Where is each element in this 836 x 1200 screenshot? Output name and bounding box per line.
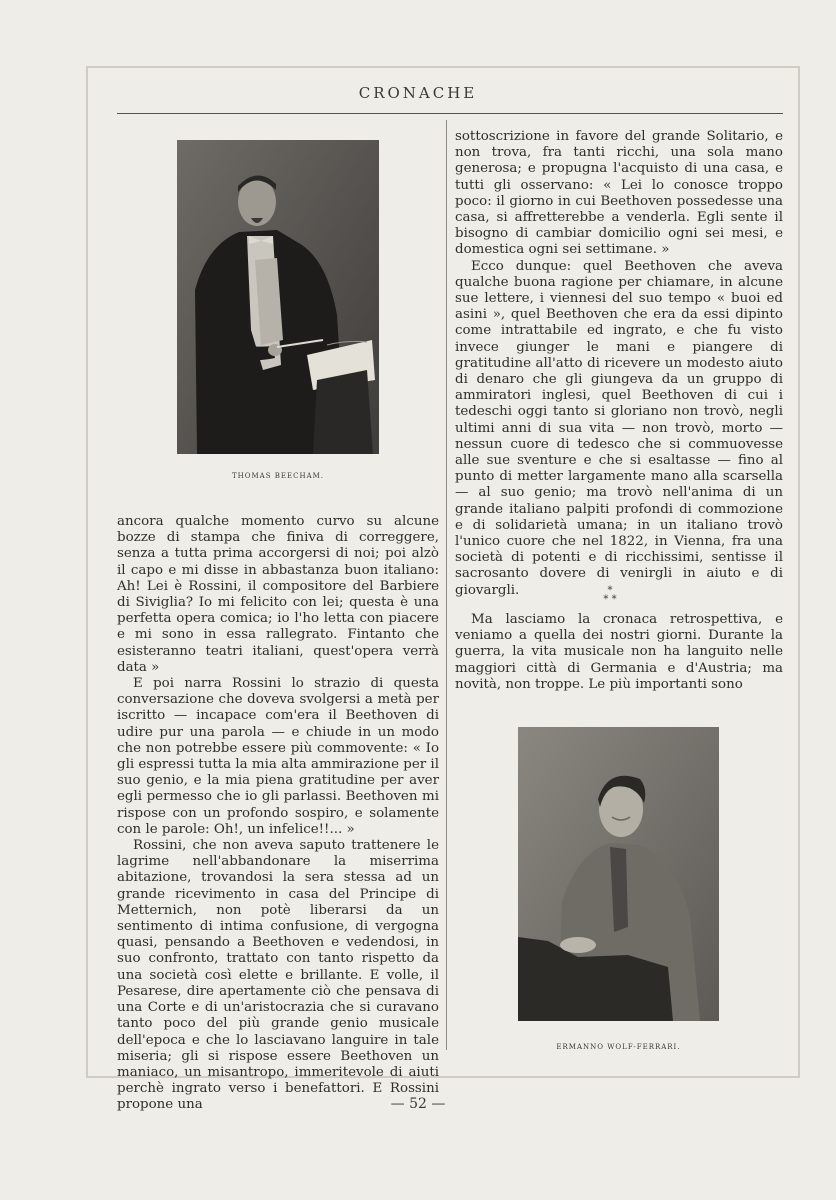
right-paragraph-2: Ecco dunque: quel Beethoven che aveva qualche buona ragione per chiamare, in alcune sue lettere, i viennesi del suo tempo « buoi ed asini », quel Beethoven che era da essi dipinto come intrattabile ed ingrato, e che fu visto invece giunger le mani e piangere di gratitudine all'atto di ricevere un modesto aiuto di denaro che gli giungeva da un gruppo di ammiratori inglesi, quel Beethoven di cui i tedeschi oggi tanto si gloriano non trovò, negli ultimi anni di sua vita — non trovò, morto — nessun cuore di tedesco che si commuovesse alle sue sventure e che si esaltasse — fino al punto di metter largamente mano alla scarsella — al suo genio; ma trovò nell'anima di un grande italiano palpiti profondi di commozione e di solidarietà umana; in un italiano trovò l'unico cuore che nel 1822, in Vienna, fra una società di potenti e di ricchissimi, sentisse il sacrosanto dovere di venirgli in aiuto e di giovargli. bbox=[455, 258, 783, 598]
right-paragraph-3: Ma lasciamo la cronaca retrospettiva, e veniamo a quella dei nostri giorni. Durante la guerra, la vita musicale non ha languito nelle maggiori città di Germania e d'Austria; ma novità, non troppe. Le più importanti sono bbox=[455, 612, 783, 692]
left-paragraph-1: ancora qualche momento curvo su alcune bozze di stampa che finiva di correggere, senza a tutta prima accorgersi di noi; poi alzò il capo e mi disse in abbastanza buon italiano: Ah! Lei è Rossini, il compositore del Barbiere di Siviglia? Io mi felicito con lei; questa è una perfetta opera comica; io l'ho letta con piacere e mi sono in essa rallegrato. Fintanto che esisteranno teatri italiani, quest'opera verrà data » bbox=[117, 514, 439, 675]
page-number: — 52 — bbox=[390, 1096, 446, 1112]
wolf-ferrari-portrait-illustration bbox=[518, 727, 719, 1021]
beecham-photo bbox=[177, 140, 379, 454]
beecham-portrait-illustration bbox=[177, 140, 379, 454]
page-header-title: CRONACHE bbox=[358, 84, 478, 102]
left-paragraph-2: E poi narra Rossini lo strazio di questa conversazione che doveva svolgersi a metà per iscritto — incapace com'era il Beethoven di udire pur una parola — e chiude in un modo che non potrebbe essere più commovente: « Io gli espressi tutta la mia alta ammirazione per il suo genio, e la mia piena gratitudine per aver egli permesso che io gli parlassi. Beethoven mi rispose con un profondo sospiro, e solamente con le parole: Oh!, un infelice!!... » bbox=[117, 676, 439, 837]
wolf-ferrari-photo bbox=[518, 727, 719, 1021]
asterism-bottom: * * bbox=[603, 594, 617, 605]
left-paragraph-3: Rossini, che non aveva saputo trattenere le lagrime nell'abbandonare la miserrima abitazione, trovandosi la sera stessa ad un grande ricevimento in casa del Principe di Metternich, non potè liberarsi da un sentimento di intima confusione, di vergogna quasi, pensando a Beethoven e vedendosi, in suo confronto, trattato con tanto rispetto da una società così elette e brillante. E volle, il Pesarese, dire apertamente ciò che pensava di una Corte e di un'aristocrazia che si curavano tanto poco del più grande genio musicale dell'epoca e che lo lasciavano languire in tale miseria; gli si rispose essere Beethoven un maniaco, un misantropo, immeritevole di aiuti perchè ingrato verso i benefattori. E Rossini propone una bbox=[117, 838, 439, 1113]
asterism-top: * bbox=[607, 585, 613, 596]
right-paragraph-1: sottoscrizione in favore del grande Solitario, e non trova, fra tanti ricchi, una sola mano generosa; e propugna l'acquisto di una casa, e tutti gli osservano: « Lei lo conosce troppo poco: il giorno in cui Beethoven possedesse una casa, si affretterebbe a venderla. Egli sente il bisogno di cambiar domicilio ogni sei mesi, e domestica ogni sei settimane. » bbox=[455, 129, 783, 258]
right-column-text-bottom bbox=[455, 612, 783, 693]
column-divider bbox=[446, 120, 447, 1050]
left-column-text bbox=[117, 514, 439, 1114]
header-rule bbox=[117, 113, 783, 114]
section-asterism bbox=[590, 586, 630, 604]
right-column-text-top bbox=[455, 129, 783, 599]
wolf-ferrari-caption: ERMANNO WOLF-FERRARI. bbox=[556, 1043, 681, 1051]
beecham-caption: THOMAS BEECHAM. bbox=[231, 472, 325, 480]
